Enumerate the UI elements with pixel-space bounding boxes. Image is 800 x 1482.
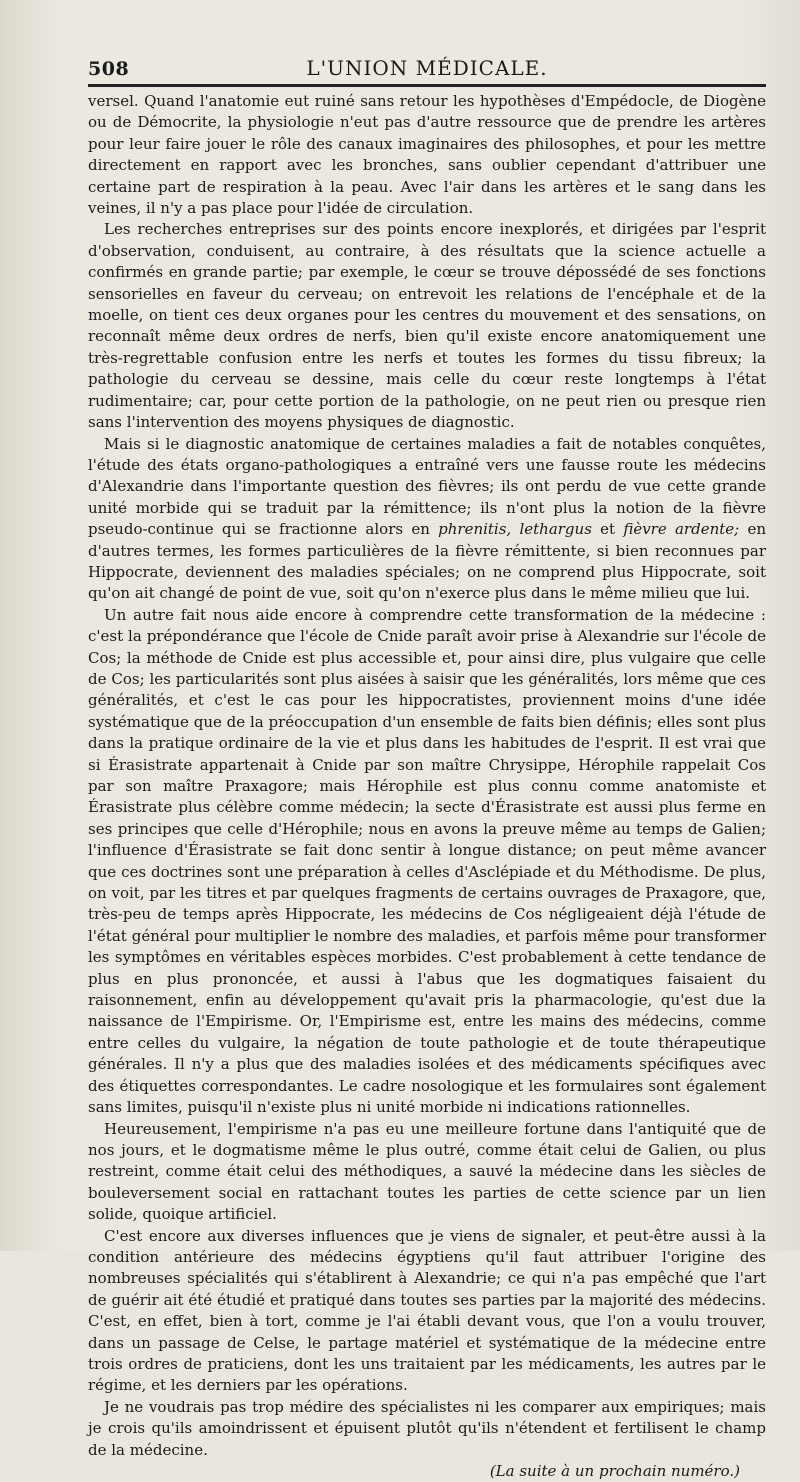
page-number: 508 bbox=[88, 58, 130, 80]
paragraph: Heureusement, l'empirisme n'a pas eu une meilleure fortune dans l'antiquité que de nos jours, et le dogmatisme même le plus outré, comme était celui de Galien, ou plus restreint, comme était celui des méthodiques, a sauvé la médecine dans les siècles de bouleversement social en rattachant toutes les parties de cette science par un lien solide, quoique artificiel. bbox=[88, 1119, 766, 1224]
paragraph-text: et bbox=[591, 520, 624, 539]
article-body bbox=[88, 91, 766, 1482]
page-header bbox=[88, 52, 766, 87]
paragraph: Je ne voudrais pas trop médire des spécialistes ni les comparer aux empiriques; mais je crois qu'ils amoindrissent et épuisent plutôt qu'ils n'étendent et fertilisent le champ de la médecine. bbox=[88, 1397, 766, 1459]
italic-term: fièvre ardente; bbox=[623, 520, 740, 539]
paragraph bbox=[88, 434, 766, 605]
paragraph-text: en d'autres termes, les formes particulières de la fièvre rémittente, si bien reconnues par Hippocrate, deviennent des maladies spéciales; on ne comprend plus Hippocrate, soit qu'on ait changé de point de vue, soit qu'on n'exerce plus dans le même milieu que lui. bbox=[88, 520, 766, 603]
paragraph: Les recherches entreprises sur des points encore inexplorés, et dirigées par l'esprit d'observation, conduisent, au contraire, à des résultats que la science actuelle a confirmés en grande partie; par exemple, le cœur se trouve dépossédé de ses fonctions sensorielles en faveur du cerveau; on entrevoit les relations de l'encéphale et de la moelle, on tient ces deux organes pour les centres du mouvement et des sensations, on reconnaît même deux ordres de nerfs, bien qu'il existe encore anatomiquement une très-regrettable confusion entre les nerfs et toutes les formes du tissu fibreux; la pathologie du cerveau se dessine, mais celle du cœur reste longtemps à l'état rudimentaire; car, pour cette portion de la pathologie, on ne peut rien ou presque rien sans l'intervention des moyens physiques de diagnostic. bbox=[88, 220, 766, 432]
paragraph: Un autre fait nous aide encore à comprendre cette transformation de la médecine : c'est la prépondérance que l'école de Cnide paraît avoir prise à Alexandrie sur l'école de Cos; la méthode de Cnide est plus accessible et, pour ainsi dire, plus vulgaire que celle de Cos; les particularités sont plus aisées à saisir que les généralités, lors même que ces généralités, et c'est le cas pour les hippocratistes, proviennent moins d'une idée systématique que de la préoccupation d'un ensemble de faits bien définis; elles sont plus dans la pratique ordinaire de la vie et plus dans les habitudes de l'esprit. Il est vrai que si Érasistrate appartenait à Cnide par son maître Chrysippe, Hérophile rappelait Cos par son maître Praxagore; mais Hérophile est plus connu comme anatomiste et Érasistrate plus célèbre comme médecin; la secte d'Érasistrate est aussi plus ferme en ses principes que celle d'Hérophile; nous en avons la preuve même au temps de Galien; l'influence d'Érasistrate se fait donc sentir à longue distance; on peut même avancer que ces doctrines sont une préparation à celles d'Asclépiade et du Méthodisme. De plus, on voit, par les titres et par quelques fragments de certains ouvrages de Praxagore, que, très-peu de temps après Hippocrate, les médecins de Cos négligeaient déjà l'étude de l'état général pour multiplier le nombre des maladies, et parfois même pour transformer les symptômes en véritables espèces morbides. C'est probablement à cette tendance de plus en plus prononcée, et aussi à l'abus que les dogmatiques faisaient du raisonnement, enfin au développement qu'avait pris la pharmacologie, qu'est due la naissance de l'Empirisme. Or, l'Empirisme est, entre les mains des médecins, comme entre celles du vulgaire, la négation de toute pathologie et de toute thérapeutique générales. Il n'y a plus que des maladies isolées et des médicaments spécifiques avec des étiquettes correspondantes. Le cadre nosologique et les formulaires sont également sans limites, puisqu'il n'existe plus ni unité morbide ni indications rationnelles. bbox=[88, 605, 766, 1117]
paragraph-text: Mais si le diagnostic anatomique de certaines maladies a fait de notables conquêtes, l'étude des états organo-pathologiques a entraîné vers une fausse route les médecins d'Alexandrie dans l'importante question des fièvres; ils ont perdu de vue cette grande unité morbide qui se traduit par la rémittence; ils n'ont plus la notion de la fièvre pseudo-continue qui se fractionne alors en bbox=[88, 434, 766, 539]
journal-title: L'UNION MÉDICALE. bbox=[306, 56, 548, 80]
paragraph: C'est encore aux diverses influences que je viens de signaler, et peut-être aussi à la condition antérieure des médecins égyptiens qu'il faut attribuer l'origine des nombreuses spécialités qui s'établirent à Alexandrie; ce qui n'a pas empêché que l'art de guérir ait été étudié et pratiqué dans toutes ses parties par la majorité des médecins. C'est, en effet, bien à tort, comme je l'ai établi devant vous, que l'on a voulu trouver, dans un passage de Celse, le partage matériel et systématique de la médecine entre trois ordres de praticiens, dont les uns traitaient par les médicaments, les autres par le régime, et les derniers par les opérations. bbox=[88, 1226, 766, 1395]
continuation-note: (La suite à un prochain numéro.) bbox=[489, 1462, 740, 1480]
italic-term: phrenitis, lethargus bbox=[438, 520, 592, 539]
paragraph: versel. Quand l'anatomie eut ruiné sans retour les hypothèses d'Empédocle, de Diogène ou de Démocrite, la physiologie n'eut pas d'autre ressource que de prendre les artères pour leur faire jouer le rôle des canaux imaginaires des philosophes, et pour les mettre directement en rapport avec les bronches, sans oublier cependant d'attribuer une certaine part de respiration à la peau. Avec l'air dans les artères et le sang dans les veines, il n'y a pas place pour l'idée de circulation. bbox=[88, 92, 766, 218]
